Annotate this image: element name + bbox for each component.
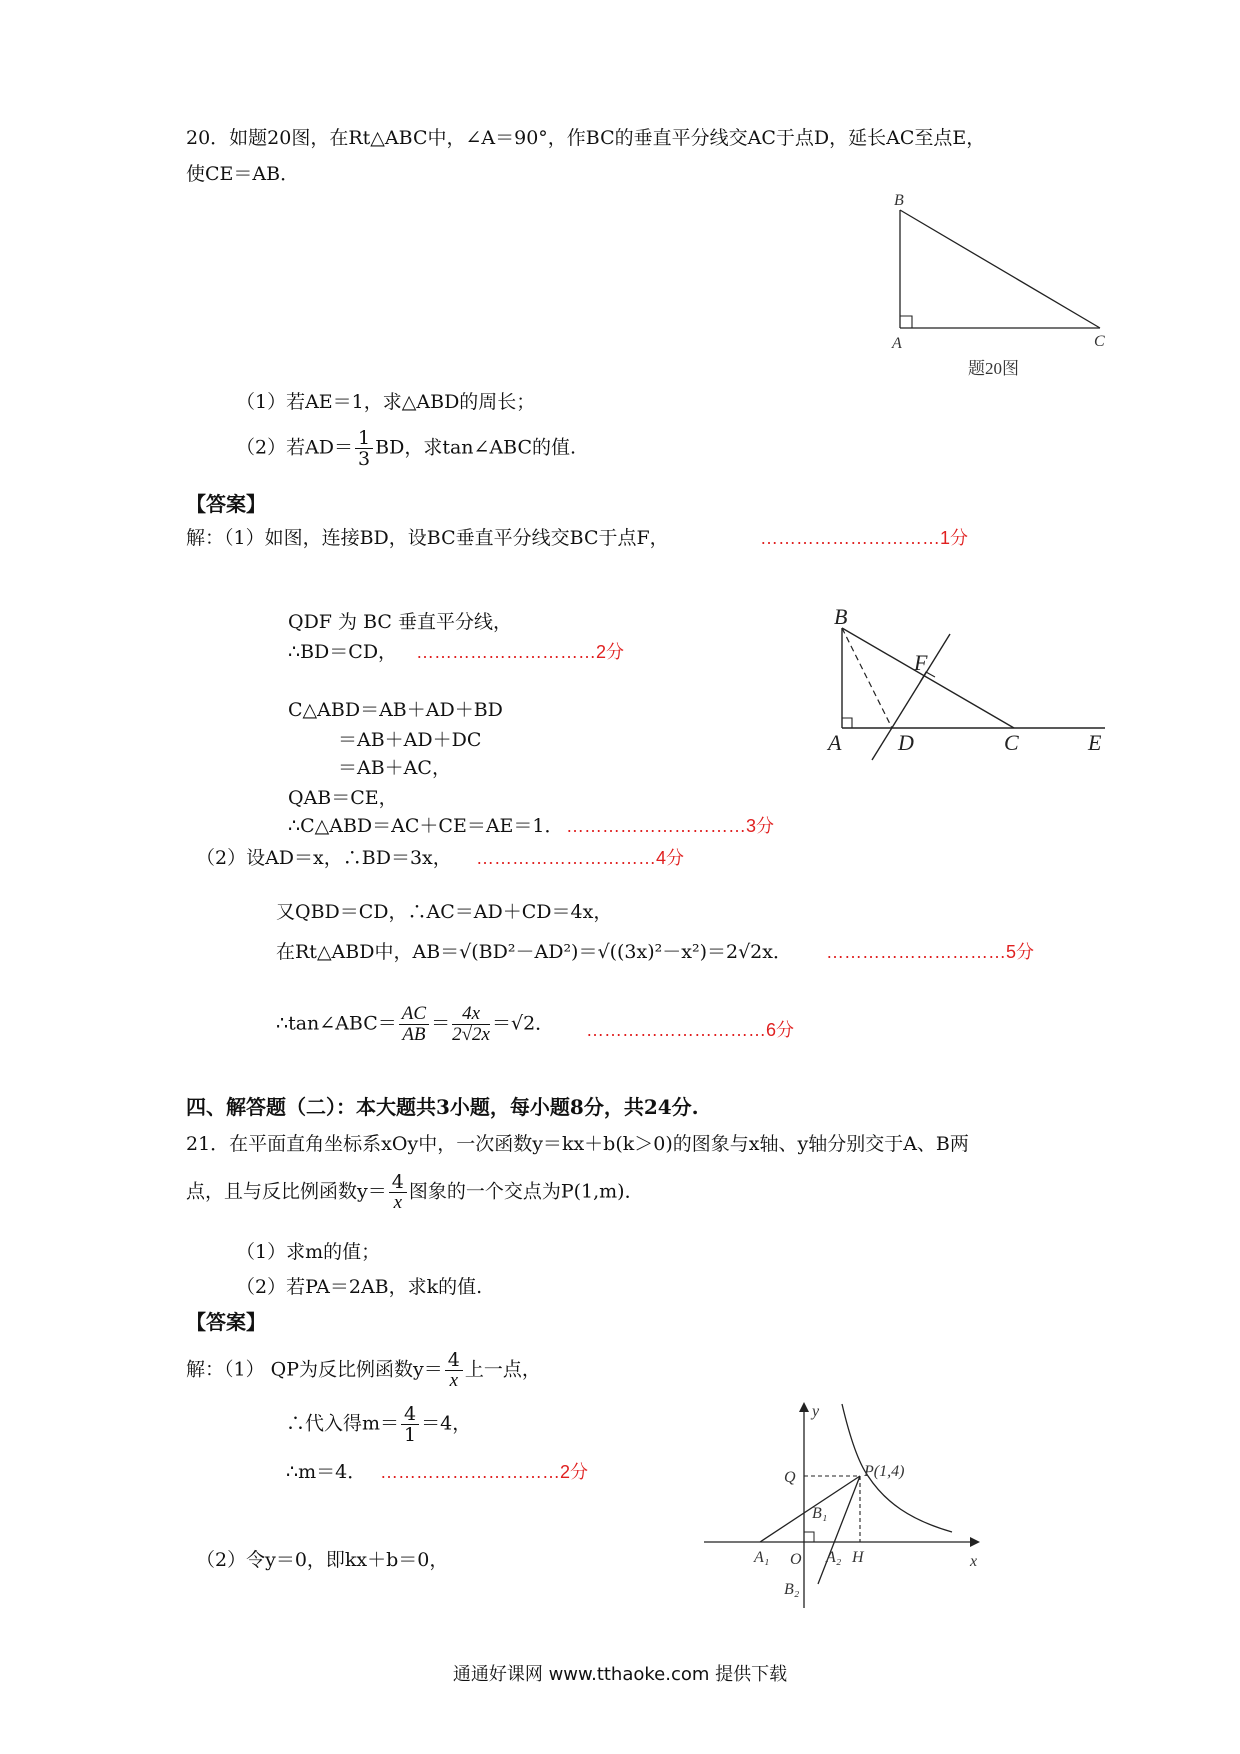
- a20-step11: 在Rt△ABD中，AB＝√(BD²－AD²)＝√((3x)²－x²)＝2√2x．: [276, 941, 792, 963]
- figure-21: [700, 1398, 990, 1610]
- fig21-label-p: P(1,4): [864, 1463, 905, 1480]
- a21-step4: （2）令y＝0，即kx＋b＝0，: [196, 1549, 449, 1571]
- figure-20-solution: [820, 598, 1120, 773]
- fig21-label-b1: B₁: [812, 1505, 828, 1522]
- a20-step9: （2）设AD＝x，∴BD＝3x，: [196, 847, 452, 869]
- fig20-label-c: C: [1094, 333, 1105, 350]
- a20-step8: ∴C△ABD＝AC＋CE＝AE＝1．: [288, 815, 564, 837]
- score-mark-2: …………………………2分: [416, 642, 625, 662]
- a20-step12: ∴tan∠ABC＝ $\frac{AC}{AB}$ ＝ $\frac{4x}{2√2x}$ ＝√2．: [276, 1003, 555, 1045]
- fig20s-label-a: A: [828, 730, 842, 755]
- section-heading: 四、解答题（二）：本大题共3小题，每小题8分，共24分.: [186, 1095, 699, 1119]
- a21-step2: ∴代入得m＝ $\frac{4}{1}$ ＝4，: [286, 1403, 472, 1446]
- fig21-label-a2: A₂: [826, 1549, 842, 1566]
- fig20-label-b: B: [894, 192, 904, 209]
- answer-heading-20: 【答案】: [186, 492, 266, 516]
- a20-step10: 又QBD＝CD，∴AC＝AD＋CD＝4x，: [276, 901, 613, 923]
- fig20s-label-c: C: [1004, 730, 1019, 755]
- fig21-label-o: O: [790, 1551, 802, 1568]
- q20-line2: 使CE＝AB．: [186, 163, 300, 185]
- score-mark-5: …………………………5分: [826, 942, 1035, 962]
- q21-part1: （1）求m的值；: [236, 1241, 381, 1263]
- a20-step4: C△ABD＝AB＋AD＋BD: [288, 699, 503, 721]
- score-mark-6: …………………………6分: [586, 1020, 795, 1040]
- fig21-label-x: x: [970, 1553, 978, 1570]
- fig21-label-a1: A₁: [754, 1549, 770, 1566]
- fig21-label-q: Q: [784, 1469, 796, 1486]
- fig21-label-b2: B₂: [784, 1581, 800, 1598]
- a20-step6: ＝AB＋AC，: [338, 757, 451, 779]
- fig21-label-h: H: [852, 1549, 864, 1566]
- fig20s-label-f: F: [914, 650, 928, 675]
- fig20s-label-d: D: [898, 730, 914, 755]
- fig20s-label-e: E: [1088, 730, 1102, 755]
- footer-text: 通通好课网 www.tthaoke.com 提供下载: [452, 1664, 788, 1685]
- fig20s-label-b: B: [834, 604, 848, 629]
- q20-line1: 20．如题20图，在Rt△ABC中，∠A＝90°，作BC的垂直平分线交AC于点D，延长AC至点E，: [186, 127, 986, 149]
- fig20-caption: 题20图: [968, 359, 1019, 378]
- q20-part2: （2）若AD＝ $\frac{1}{3}$ BD，求tan∠ABC的值.: [236, 427, 577, 470]
- q20-part1: （1）若AE＝1，求△ABD的周长；: [236, 391, 536, 413]
- a21-step1: 解：（1） QP为反比例函数y＝ $\frac{4}{x}$ 上一点，: [186, 1349, 541, 1391]
- q21-line2: 点，且与反比例函数y＝ $\frac{4}{x}$ 图象的一个交点为P(1,m)．: [186, 1171, 644, 1213]
- fig21-label-y: y: [812, 1403, 820, 1420]
- a20-step7: QAB＝CE，: [288, 787, 398, 809]
- a20-step1: 解：（1）如图，连接BD，设BC垂直平分线交BC于点F，: [186, 527, 669, 549]
- score-mark-7: …………………………2分: [380, 1462, 589, 1482]
- a20-step2: QDF 为 BC 垂直平分线，: [288, 611, 512, 633]
- q21-part2: （2）若PA＝2AB，求k的值.: [236, 1276, 483, 1298]
- a20-step5: ＝AB＋AD＋DC: [338, 729, 482, 751]
- figure-20: [880, 190, 1120, 385]
- score-mark-4: …………………………4分: [476, 848, 685, 868]
- score-mark-1: …………………………1分: [760, 528, 969, 548]
- answer-heading-21: 【答案】: [186, 1310, 266, 1334]
- a20-step3: ∴BD＝CD，: [288, 641, 398, 663]
- a21-step3: ∴m＝4．: [286, 1461, 367, 1483]
- fig20-label-a: A: [892, 335, 902, 352]
- q21-line1: 21．在平面直角坐标系xOy中，一次函数y＝kx＋b(k＞0)的图象与x轴、y轴分别交于A、B两: [186, 1133, 969, 1155]
- score-mark-3: …………………………3分: [566, 816, 775, 836]
